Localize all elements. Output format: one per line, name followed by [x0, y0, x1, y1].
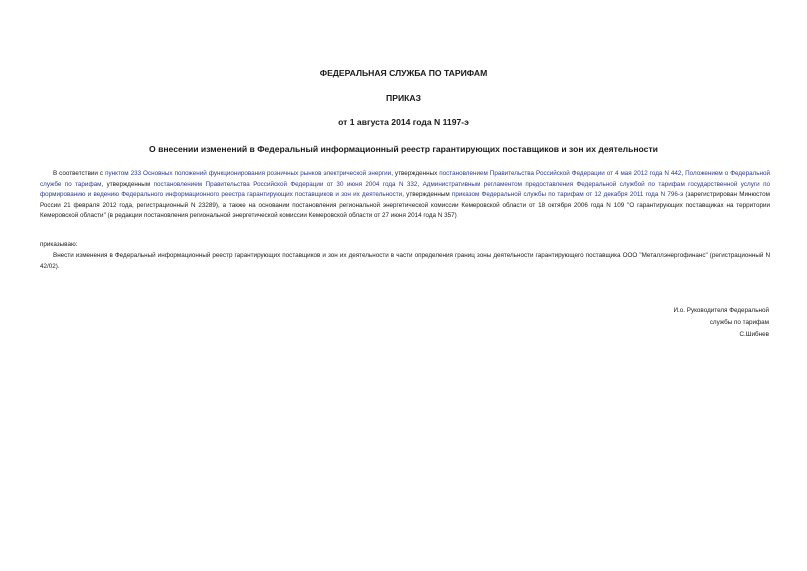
basis-text-3: , — [681, 170, 686, 177]
signature-position-line1: И.о. Руководителя Федеральной — [673, 307, 769, 314]
link-retail-market-provisions[interactable]: пунктом 233 Основных положений функционирования розничных рынков электрической энергии — [105, 170, 392, 177]
link-government-decree-442[interactable]: постановлением Правительства Российской Федерации от 4 мая 2012 года N 442 — [439, 170, 682, 177]
document-title: О внесении изменений в Федеральный информационный реестр гарантирующих поставщиков и зон их деятельности — [149, 144, 658, 154]
link-fst-order-796[interactable]: приказом Федеральной службы по тарифам от 12 декабря 2011 года N 796-э — [451, 191, 684, 199]
link-government-decree-332[interactable]: постановлением Правительства Российской Федерации от 30 июня 2004 года N 332 — [153, 180, 418, 188]
link-fst-regulation[interactable]: Положением о Федеральной службе по тарифам — [40, 170, 771, 188]
order-word: приказываю: — [40, 241, 78, 248]
basis-text-4: , утвержденным — [101, 180, 154, 188]
basis-text-2: , утвержденных — [391, 170, 440, 177]
basis-text-6: , утвержденным — [402, 191, 452, 199]
basis-text-5: , — [417, 180, 423, 188]
decision-paragraph: Внести изменения в Федеральный информационный реестр гарантирующих поставщиков и зон их деятельности в части определения границ зоны деятельности гарантирующего поставщика ООО "Металлэнергофинанс" (регистрационный N 42/02). — [40, 252, 770, 270]
basis-text-1: В соответствии с — [53, 170, 106, 177]
basis-paragraph — [40, 169, 770, 222]
signature-name: С.Шибнев — [739, 331, 769, 339]
agency-name: ФЕДЕРАЛЬНАЯ СЛУЖБА ПО ТАРИФАМ — [319, 68, 488, 78]
link-administrative-regulation[interactable]: Административным регламентом предоставления Федеральной службой по тарифам государственной услуги по формированию и ведению Федерального информационного реестра гарантирующих поставщиков и зон их деятельности — [40, 180, 771, 199]
document-date-number: от 1 августа 2014 года N 1197-э — [338, 117, 469, 127]
document-type: ПРИКАЗ — [386, 93, 421, 103]
basis-text-7: (зарегистрирован Минюстом России 21 февраля 2012 года, регистрационный N 23289), а также на основании постановления региональной энергетической комиссии Кемеровской области от 18 октября 2006 года N 109 "О гарантирующих поставщиках на территории Кемеровской области" (в редакции постановления региональной энергетической комиссии Кемеровской области от 27 июня 2014 года N 357) — [40, 191, 770, 220]
signature-block — [673, 305, 769, 342]
signature-position-line2: службы по тарифам — [709, 319, 769, 327]
